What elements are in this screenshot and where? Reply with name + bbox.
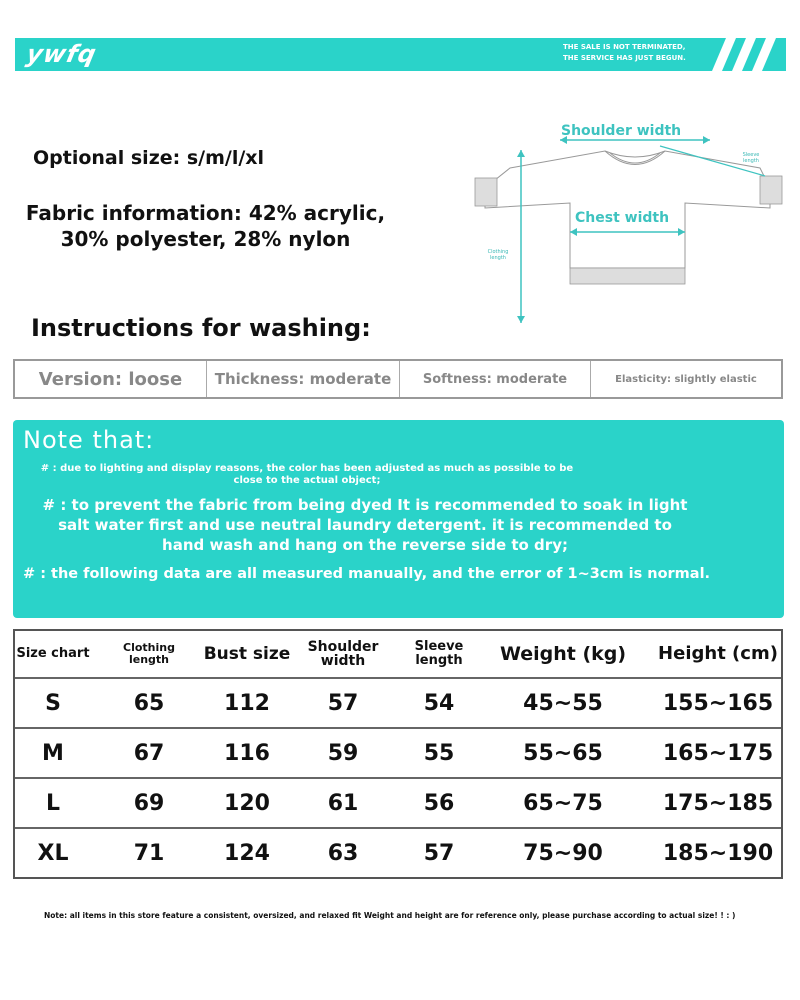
cell-weight: 45~55 [523, 690, 603, 716]
cell-clothing-length: 67 [133, 740, 165, 766]
prop-thickness: Thickness: moderate [207, 361, 400, 397]
header-bust-size: Bust size [203, 644, 291, 664]
header-sleeve-length: Sleeve length [414, 639, 464, 668]
cell-height: 155~165 [662, 690, 774, 716]
sweater-diagram [470, 118, 790, 333]
tagline [563, 42, 686, 64]
fabric-info [18, 200, 393, 252]
header-shoulder-width: Shoulder width [307, 639, 379, 669]
fabric-line-2: 30% polyester, 28% nylon [60, 227, 351, 251]
cell-sleeve-length: 54 [423, 690, 455, 716]
footnote: Note: all items in this store feature a consistent, oversized, and relaxed fit Weight and height are for reference only, please purchase according to actual size! ! : ) [44, 911, 736, 920]
cell-bust-size: 116 [224, 740, 270, 766]
cell-bust-size: 112 [224, 690, 270, 716]
cell-shoulder-width: 61 [327, 790, 359, 816]
table-row [15, 729, 781, 779]
cell-weight: 55~65 [523, 740, 603, 766]
cell-height: 165~175 [662, 740, 774, 766]
cell-height: 185~190 [662, 840, 774, 866]
prop-softness: Softness: moderate [400, 361, 591, 397]
note-color-text: # : due to lighting and display reasons, the color has been adjusted as much as possible to be close to the actual object; [40, 463, 574, 486]
cell-shoulder-width: 59 [327, 740, 359, 766]
note-measure-text: # : the following data are all measured manually, and the error of 1~3cm is normal. [23, 566, 711, 582]
washing-title: Instructions for washing: [31, 314, 371, 342]
cell-size: XL [37, 840, 69, 866]
brand-logo: ywfq [24, 40, 100, 68]
cell-bust-size: 120 [224, 790, 270, 816]
cell-sleeve-length: 57 [423, 840, 455, 866]
tagline-line-1: THE SALE IS NOT TERMINATED, [563, 43, 686, 51]
tagline-line-2: THE SERVICE HAS JUST BEGUN. [563, 54, 686, 62]
fabric-line-1: Fabric information: 42% acrylic, [25, 201, 386, 225]
clothing-length-label: Clothing length [487, 249, 509, 261]
cell-shoulder-width: 63 [327, 840, 359, 866]
cell-sleeve-length: 56 [423, 790, 455, 816]
cell-size: L [45, 790, 61, 816]
header-height: Height (cm) [658, 643, 778, 664]
cell-sleeve-length: 55 [423, 740, 455, 766]
size-table [13, 629, 783, 879]
properties-row [13, 359, 783, 399]
header-weight: Weight (kg) [499, 643, 627, 665]
header-size-chart: Size chart [16, 646, 90, 661]
table-row [15, 829, 781, 877]
note-panel [13, 420, 784, 618]
cell-weight: 75~90 [523, 840, 603, 866]
cell-height: 175~185 [662, 790, 774, 816]
cell-bust-size: 124 [224, 840, 270, 866]
cell-weight: 65~75 [523, 790, 603, 816]
table-header-row [15, 631, 781, 679]
cell-clothing-length: 71 [133, 840, 165, 866]
note-wash-text: # : to prevent the fabric from being dyed It is recommended to soak in light salt water first and use neutral laundry detergent. it is recommended to hand wash and hang on the reverse side to dry; [42, 496, 688, 554]
cell-shoulder-width: 57 [327, 690, 359, 716]
shoulder-width-label: Shoulder width [561, 123, 682, 139]
cell-clothing-length: 69 [133, 790, 165, 816]
header-banner [15, 38, 786, 71]
prop-elasticity: Elasticity: slightly elastic [615, 373, 757, 385]
table-row [15, 679, 781, 729]
chest-width-label: Chest width [575, 210, 670, 226]
note-title: Note that: [23, 426, 155, 454]
optional-size-text: Optional size: s/m/l/xl [33, 147, 265, 169]
cell-size: M [42, 740, 64, 766]
cell-clothing-length: 65 [133, 690, 165, 716]
table-row [15, 779, 781, 829]
cell-size: S [45, 690, 61, 716]
prop-version: Version: loose [15, 361, 207, 397]
stripe-decoration-icon [702, 38, 782, 71]
sleeve-length-label: Sleeve length [742, 152, 760, 164]
header-clothing-length: Clothing length [123, 641, 175, 666]
